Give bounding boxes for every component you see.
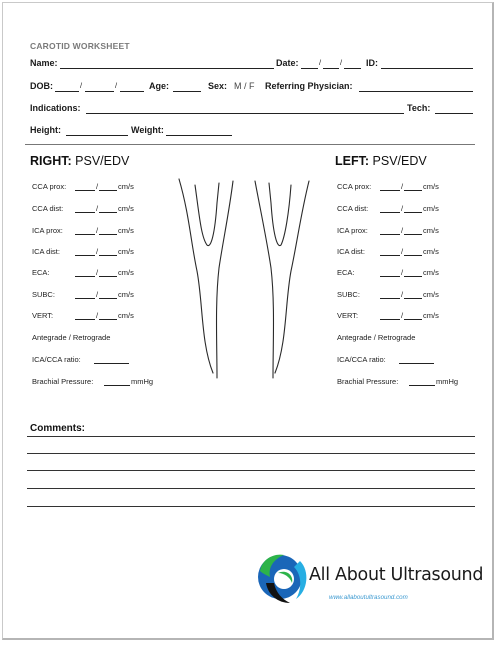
- left-row-unit: cm/s: [423, 268, 439, 277]
- left-ratio-label: ICA/CCA ratio:: [337, 355, 386, 364]
- weight-label: Weight:: [131, 125, 164, 135]
- referring-physician-label: Referring Physician:: [265, 81, 353, 91]
- left-edv-field[interactable]: [404, 291, 422, 299]
- right-psv-edv-slash: /: [96, 290, 99, 299]
- comment-line-3[interactable]: [27, 470, 475, 471]
- left-brachial-unit: mmHg: [436, 377, 459, 386]
- left-brachial-field[interactable]: [409, 378, 435, 386]
- right-row-label: ICA dist:: [32, 247, 60, 256]
- referring-physician-field[interactable]: [359, 82, 473, 92]
- height-field[interactable]: [66, 126, 128, 136]
- age-field[interactable]: [173, 82, 201, 92]
- left-edv-field[interactable]: [404, 227, 422, 235]
- left-psv-field[interactable]: [380, 227, 400, 235]
- left-row-unit: cm/s: [423, 311, 439, 320]
- height-label: Height:: [30, 125, 61, 135]
- brand-url[interactable]: www.allaboutultrasound.com: [329, 594, 408, 601]
- right-ratio-field[interactable]: [94, 356, 129, 364]
- right-flow-direction[interactable]: Antegrade / Retrograde: [32, 333, 111, 342]
- dob-slash-2: /: [115, 81, 118, 90]
- right-heading-sub: PSV/EDV: [75, 154, 130, 168]
- right-psv-edv-slash: /: [96, 268, 99, 277]
- name-label: Name:: [30, 58, 58, 68]
- right-row-label: VERT:: [32, 311, 54, 320]
- left-edv-field[interactable]: [404, 183, 422, 191]
- left-edv-field[interactable]: [404, 248, 422, 256]
- age-label: Age:: [149, 81, 169, 91]
- left-row-unit: cm/s: [423, 182, 439, 191]
- right-edv-field[interactable]: [99, 291, 117, 299]
- date-label: Date:: [276, 58, 299, 68]
- left-edv-field[interactable]: [404, 205, 422, 213]
- left-row-label: SUBC:: [337, 290, 360, 299]
- right-brachial-field[interactable]: [104, 378, 130, 386]
- left-row-label: ICA dist:: [337, 247, 365, 256]
- right-psv-field[interactable]: [75, 269, 95, 277]
- left-carotid-inner-wall: [255, 181, 274, 378]
- right-psv-field[interactable]: [75, 205, 95, 213]
- left-row-unit: cm/s: [423, 290, 439, 299]
- tech-field[interactable]: [435, 104, 473, 114]
- left-row-label: ICA prox:: [337, 226, 368, 235]
- left-psv-edv-slash: /: [401, 182, 404, 191]
- left-row-label: VERT:: [337, 311, 359, 320]
- right-brachial-label: Brachial Pressure:: [32, 377, 94, 386]
- right-psv-edv-slash: /: [96, 226, 99, 235]
- left-heading-label: LEFT:: [335, 154, 370, 168]
- dob-year-field[interactable]: [120, 82, 144, 92]
- sex-options[interactable]: M / F: [234, 81, 255, 91]
- name-field[interactable]: [60, 59, 274, 69]
- left-row-unit: cm/s: [423, 204, 439, 213]
- left-heading: [335, 154, 427, 168]
- left-psv-field[interactable]: [380, 248, 400, 256]
- right-psv-edv-slash: /: [96, 182, 99, 191]
- worksheet-page: [2, 2, 494, 640]
- right-psv-edv-slash: /: [96, 311, 99, 320]
- left-edv-field[interactable]: [404, 269, 422, 277]
- left-ratio-field[interactable]: [399, 356, 434, 364]
- sex-label: Sex:: [208, 81, 228, 91]
- worksheet-title: CAROTID WORKSHEET: [30, 41, 130, 51]
- left-flow-direction[interactable]: Antegrade / Retrograde: [337, 333, 416, 342]
- left-row-unit: cm/s: [423, 247, 439, 256]
- comment-line-5[interactable]: [27, 506, 475, 507]
- left-heading-sub: PSV/EDV: [372, 154, 427, 168]
- right-row-unit: cm/s: [118, 290, 134, 299]
- carotid-diagram: [163, 173, 323, 398]
- comment-line-1[interactable]: [27, 436, 475, 437]
- all-about-ultrasound-logo-icon: [256, 551, 312, 607]
- right-ratio-label: ICA/CCA ratio:: [32, 355, 81, 364]
- comment-line-4[interactable]: [27, 488, 475, 489]
- right-row-label: ICA prox:: [32, 226, 63, 235]
- comments-label: Comments:: [30, 423, 86, 434]
- right-carotid-bifurcation: [195, 183, 219, 246]
- right-row-label: ECA:: [32, 268, 50, 277]
- right-row-label: CCA prox:: [32, 182, 67, 191]
- right-row-unit: cm/s: [118, 204, 134, 213]
- id-field[interactable]: [381, 59, 473, 69]
- right-psv-field[interactable]: [75, 291, 95, 299]
- left-edv-field[interactable]: [404, 312, 422, 320]
- right-row-label: CCA dist:: [32, 204, 64, 213]
- left-psv-edv-slash: /: [401, 268, 404, 277]
- id-label: ID:: [366, 58, 378, 68]
- left-psv-field[interactable]: [380, 205, 400, 213]
- section-divider: [25, 144, 475, 145]
- right-row-unit: cm/s: [118, 247, 134, 256]
- dob-month-field[interactable]: [55, 82, 79, 92]
- date-slash-1: /: [319, 58, 322, 67]
- right-psv-field[interactable]: [75, 248, 95, 256]
- right-carotid-inner-wall: [217, 181, 234, 378]
- left-carotid-bifurcation: [269, 183, 291, 246]
- date-slash-2: /: [340, 58, 343, 67]
- right-edv-field[interactable]: [99, 183, 117, 191]
- right-psv-field[interactable]: [75, 183, 95, 191]
- date-month-field[interactable]: [301, 59, 318, 69]
- right-psv-field[interactable]: [75, 312, 95, 320]
- left-psv-field[interactable]: [380, 312, 400, 320]
- indications-label: Indications:: [30, 103, 81, 113]
- right-brachial-unit: mmHg: [131, 377, 154, 386]
- left-carotid-outer-wall: [275, 181, 309, 373]
- comment-line-2[interactable]: [27, 453, 475, 454]
- left-psv-field[interactable]: [380, 291, 400, 299]
- left-row-label: CCA dist:: [337, 204, 369, 213]
- right-carotid-outer-wall: [179, 179, 213, 373]
- dob-label: DOB:: [30, 81, 53, 91]
- left-row-label: CCA prox:: [337, 182, 372, 191]
- right-row-label: SUBC:: [32, 290, 55, 299]
- right-edv-field[interactable]: [99, 312, 117, 320]
- weight-field[interactable]: [166, 126, 232, 136]
- right-edv-field[interactable]: [99, 248, 117, 256]
- dob-slash-1: /: [80, 81, 83, 90]
- brand-name: All About Ultrasound: [309, 565, 484, 585]
- left-psv-edv-slash: /: [401, 290, 404, 299]
- right-edv-field[interactable]: [99, 205, 117, 213]
- tech-label: Tech:: [407, 103, 431, 113]
- right-heading: [30, 154, 129, 168]
- right-row-unit: cm/s: [118, 226, 134, 235]
- date-day-field[interactable]: [323, 59, 339, 69]
- right-heading-label: RIGHT:: [30, 154, 72, 168]
- left-row-unit: cm/s: [423, 226, 439, 235]
- left-row-label: ECA:: [337, 268, 355, 277]
- left-psv-edv-slash: /: [401, 204, 404, 213]
- right-psv-edv-slash: /: [96, 247, 99, 256]
- right-edv-field[interactable]: [99, 269, 117, 277]
- left-brachial-label: Brachial Pressure:: [337, 377, 399, 386]
- dob-day-field[interactable]: [85, 82, 114, 92]
- left-psv-field[interactable]: [380, 183, 400, 191]
- right-row-unit: cm/s: [118, 268, 134, 277]
- indications-field[interactable]: [86, 104, 404, 114]
- right-row-unit: cm/s: [118, 182, 134, 191]
- left-psv-edv-slash: /: [401, 247, 404, 256]
- left-psv-edv-slash: /: [401, 226, 404, 235]
- right-row-unit: cm/s: [118, 311, 134, 320]
- right-edv-field[interactable]: [99, 227, 117, 235]
- left-psv-field[interactable]: [380, 269, 400, 277]
- right-psv-edv-slash: /: [96, 204, 99, 213]
- right-psv-field[interactable]: [75, 227, 95, 235]
- left-psv-edv-slash: /: [401, 311, 404, 320]
- date-year-field[interactable]: [344, 59, 361, 69]
